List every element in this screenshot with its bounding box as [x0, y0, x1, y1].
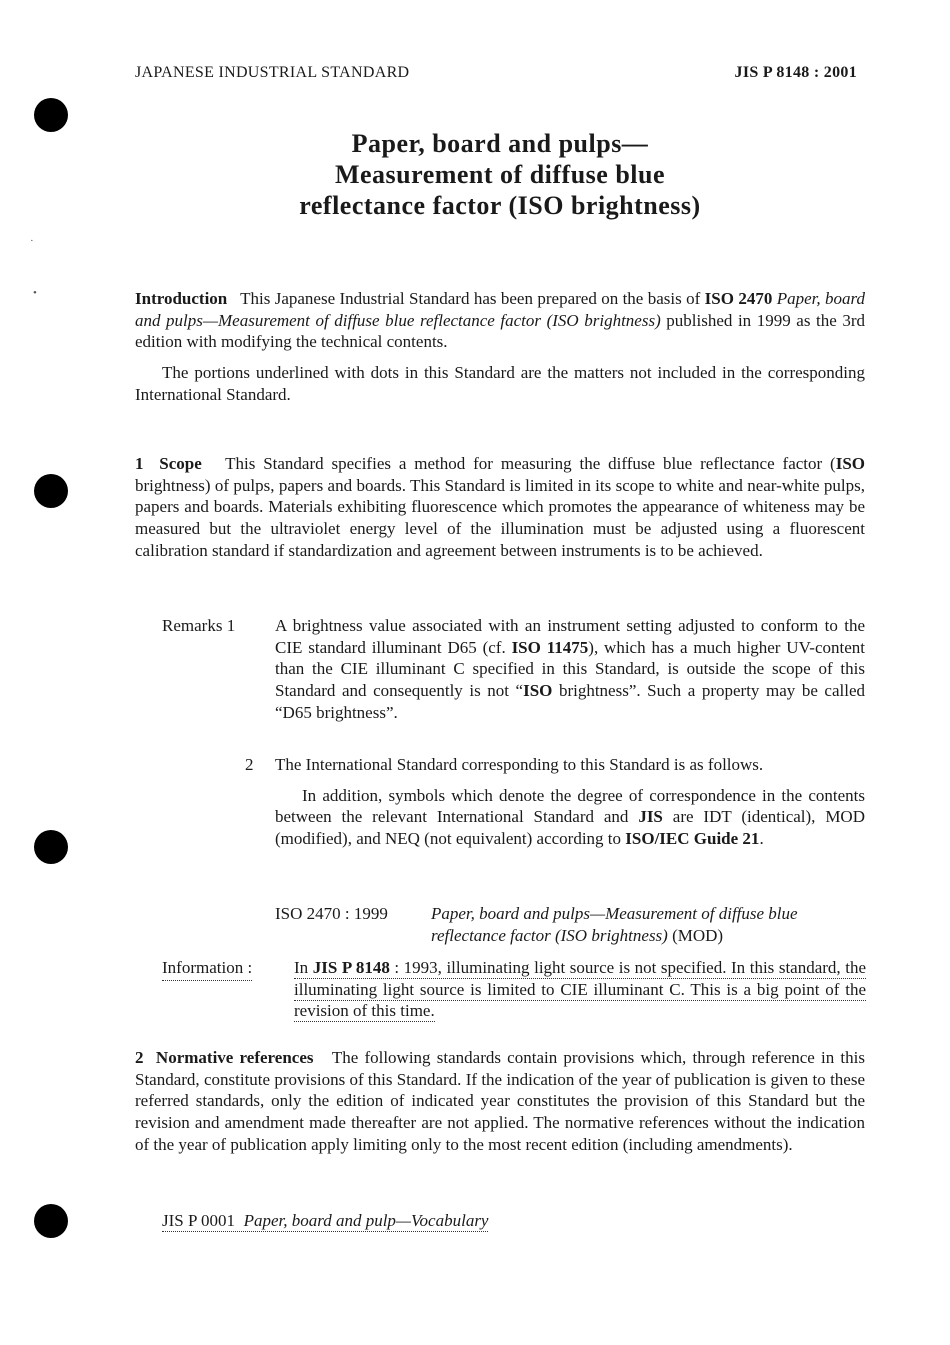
- scope-section: [135, 453, 865, 562]
- scope-heading: Scope: [159, 454, 202, 473]
- title-line: Measurement of diffuse blue: [334, 160, 666, 189]
- remark-1: A brightness value associated with an instrument setting adjusted to conform to the CIE standard illuminant D65 (cf. ISO 11475), which has a much higher UV-content than the CIE illuminant C specified in this Standard, is outside the scope of this Standard and consequently is not “ISO brightness”. Such a property may be called “D65 brightness”.: [275, 616, 866, 722]
- introduction-note: The portions underlined with dots in this Standard are the matters not included in the corresponding International Standard.: [135, 363, 865, 404]
- binder-hole: [34, 98, 68, 132]
- title-line: Paper, board and pulps—: [351, 129, 649, 158]
- normative-reference-item: [162, 1210, 488, 1232]
- title-line: reflectance factor (ISO brightness): [299, 191, 701, 220]
- introduction-heading: Introduction: [135, 289, 228, 308]
- information-text: In JIS P 8148 : 1993, illuminating light source is not specified. In this standard, the illuminating light source is limited to CIE illuminant C. This is a big point of the revision of this time.: [294, 958, 866, 1021]
- correspondence-note: In addition, symbols which denote the degree of correspondence in the contents between the relevant International Standard and JIS are IDT (identical), MOD (modified), and NEQ (not equivalent) according to ISO/IEC Guide 21.: [275, 785, 865, 849]
- normative-heading: Normative references: [155, 1048, 314, 1067]
- document-title: [135, 128, 865, 221]
- introduction-paragraph: Introduction This Japanese Industrial Standard has been prepared on the basis of ISO 2470 Paper, board and pulps—Measurement of diffuse blue reflectance factor (ISO brightness) published in 1999 as the 3rd edition with modifying the technical contents.: [135, 289, 866, 352]
- header-standard-type: JAPANESE INDUSTRIAL STANDARD: [135, 64, 410, 81]
- scope-number: 1: [135, 454, 144, 473]
- normative-reference-code: JIS P 0001: [162, 1211, 236, 1230]
- normative-references-paragraph: 2 Normative references The following standards contain provisions which, through reference in this Standard, constitute provisions of this Standard. If the indication of the year of publication is given to these referred standards, only the edition of indicated year constitutes the provision of this Standard but the revision and amendment made thereafter are not applied. The normative references without the indication of the year of publication apply limiting only to the most recent edition (including amendments).: [135, 1048, 865, 1154]
- binder-hole: [34, 1204, 68, 1238]
- scope-paragraph: 1 Scope This Standard specifies a method for measuring the diffuse blue reflectance factor (ISO brightness) of pulps, papers and boards. This Standard is limited in its scope to white and near-white pulps, papers and boards. Materials exhibiting fluorescence which promotes the appearance of whiteness may be measured but the ultraviolet energy level of the illumination must be adjusted using a fluorescent calibration standard if standardization and agreement between instruments is to be achieved.: [135, 454, 865, 560]
- introduction-section: [135, 288, 865, 406]
- scan-speck: ·: [30, 235, 34, 247]
- binder-hole: [34, 474, 68, 508]
- remark-2-number: 2: [245, 755, 254, 774]
- header-standard-number: JIS P 8148 : 2001: [734, 64, 857, 81]
- remarks-label: Remarks 1: [162, 616, 236, 635]
- normative-number: 2: [135, 1048, 144, 1067]
- binder-hole: [34, 830, 68, 864]
- information-label: Information :: [162, 957, 252, 981]
- normative-reference-title: Paper, board and pulp—Vocabulary: [243, 1211, 489, 1230]
- iso-reference-code: ISO 2470 : 1999: [275, 904, 388, 923]
- remark-2: The International Standard corresponding to this Standard is as follows. In addition, symbols which denote the degree of correspondence in the contents between the relevant International Standard and JIS are IDT (identical), MOD (modified), and NEQ (not equivalent) according to ISO/IEC Guide 21.: [275, 755, 865, 849]
- scan-speck: •: [33, 287, 37, 299]
- normative-references-section: [135, 1047, 865, 1156]
- iso-reference-title: Paper, board and pulps—Measurement of diffuse blue reflectance factor (ISO brightness) (MOD): [431, 904, 798, 945]
